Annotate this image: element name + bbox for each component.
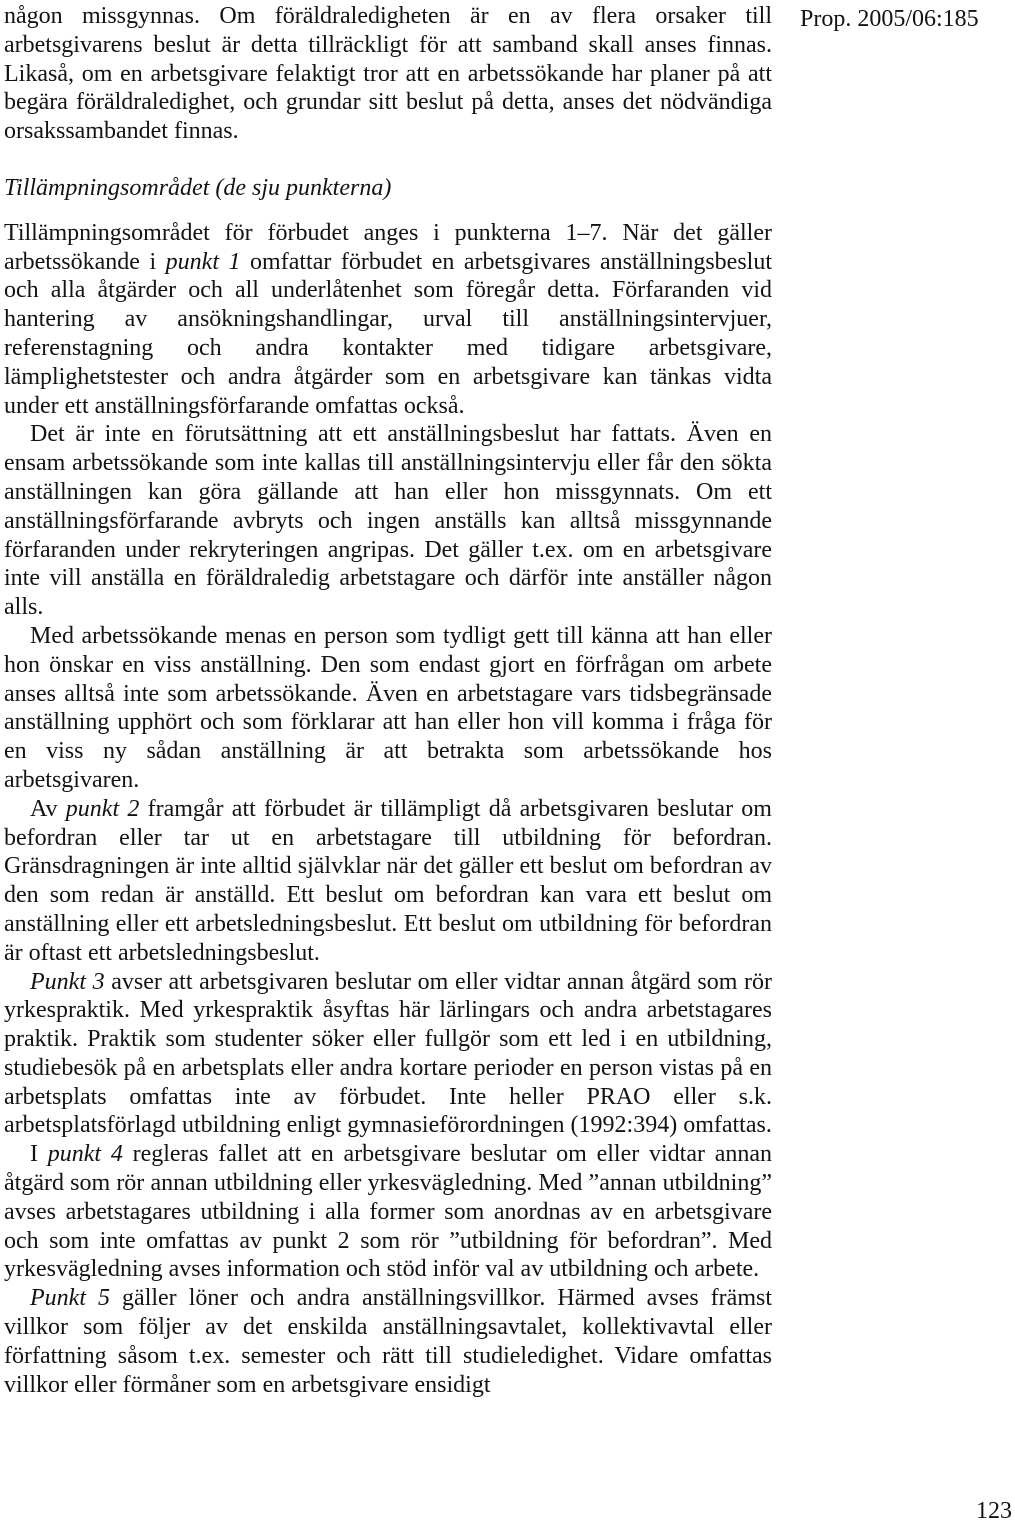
proposition-reference: Prop. 2005/06:185: [800, 6, 979, 32]
paragraph: Punkt 3 avser att arbetsgivaren beslutar om eller vidtar annan åtgärd som rör yrkespraktik. Med yrkespraktik åsyftas här lärlingars och andra arbetstagares praktik. Praktik som studenter söker eller fullgör som ett led i en utbildning, studiebesök på en arbetsplats eller andra kortare perioder en person vistas på en arbetsplats omfattas inte av förbudet. Inte heller PRAO eller s.k. arbetsplatsförlagd utbildning enligt gymnasieförordningen (1992:394) omfattas.: [4, 968, 772, 1139]
paragraph: I punkt 4 regleras fallet att en arbetsgivare beslutar om eller vidtar annan åtgärd som rör annan utbildning eller yrkesvägledning. Med ”annan utbildning” avses arbetstagares utbildning i alla former som anordnas av en arbetsgivare och som inte omfattas av punkt 2 som rör ”utbildning för befordran”. Med yrkesvägledning avses information och stöd inför val av utbildning och arbete.: [4, 1141, 773, 1283]
paragraph: Med arbetssökande menas en person som tydligt gett till känna att han eller hon önskar en viss anställning. Den som endast gjort en förfrågan om arbete anses alltså inte som arbetssökande. Även en arbetstagare vars tidsbegränsade anställning upphört och som förklarar att han eller hon vill komma i fråga för en viss ny sådan anställning är att betrakta som arbetssökande hos arbetsgivaren.: [4, 622, 772, 793]
paragraph: någon missgynnas. Om föräldraledigheten är en av flera orsaker till arbetsgivarens beslut är detta tillräckligt för att samband skall anses finnas. Likaså, om en arbetsgivare felaktigt tror att en arbetssökande har planer på att begära föräldraledighet, och grundar sitt beslut på detta, anses det nödvändiga orsakssambandet finnas.: [4, 3, 772, 145]
document-body: [4, 2, 772, 1399]
paragraph: Punkt 5 gäller löner och andra anställningsvillkor. Härmed avses främst villkor som följer av det enskilda anställningsavtalet, kollektivavtal eller författning såsom t.ex. semester och rätt till studieledighet. Vidare omfattas villkor eller förmåner som en arbetsgivare ensidigt: [4, 1285, 772, 1398]
paragraph: Tillämpningsområdet för förbudet anges i punkterna 1–7. När det gäller arbetssökande i punkt 1 omfattar förbudet en arbetsgivares anställningsbeslut och alla åtgärder och all underlåtenhet som föregår detta. Förfaranden vid hantering av ansökningshandlingar, urval till anställningsintervjuer, referenstagning och andra kontakter med tidigare arbetsgivare, lämplighetstester och andra åtgärder som en arbetsgivare kan tänkas vidta under ett anställningsförfarande omfattas också.: [4, 219, 773, 419]
page-number: 123: [976, 1498, 1012, 1524]
paragraph: Det är inte en förutsättning att ett anställningsbeslut har fattats. Även en ensam arbetssökande som inte kallas till anställningsintervju eller får den sökta anställningen kan göra gällande att han eller hon missgynnats. Om ett anställningsförfarande avbryts och ingen anställs kan alltså missgynnande förfaranden under rekryteringen angripas. Det gäller t.ex. om en arbetsgivare inte vill anställa en föräldraledig arbetstagare och därför inte anställer någon alls.: [4, 421, 772, 621]
paragraph: Av punkt 2 framgår att förbudet är tillämpligt då arbetsgivaren beslutar om befordran eller tar ut en arbetstagare till utbildning för befordran. Gränsdragningen är inte alltid självklar när det gäller ett beslut om befordran av den som redan är anställd. Ett beslut om befordran kan vara ett beslut om anställning eller ett arbetsledningsbeslut. Ett beslut om utbildning för befordran är oftast ett arbetsledningsbeslut.: [4, 795, 772, 966]
section-heading: Tillämpningsområdet (de sju punkterna): [4, 174, 392, 201]
